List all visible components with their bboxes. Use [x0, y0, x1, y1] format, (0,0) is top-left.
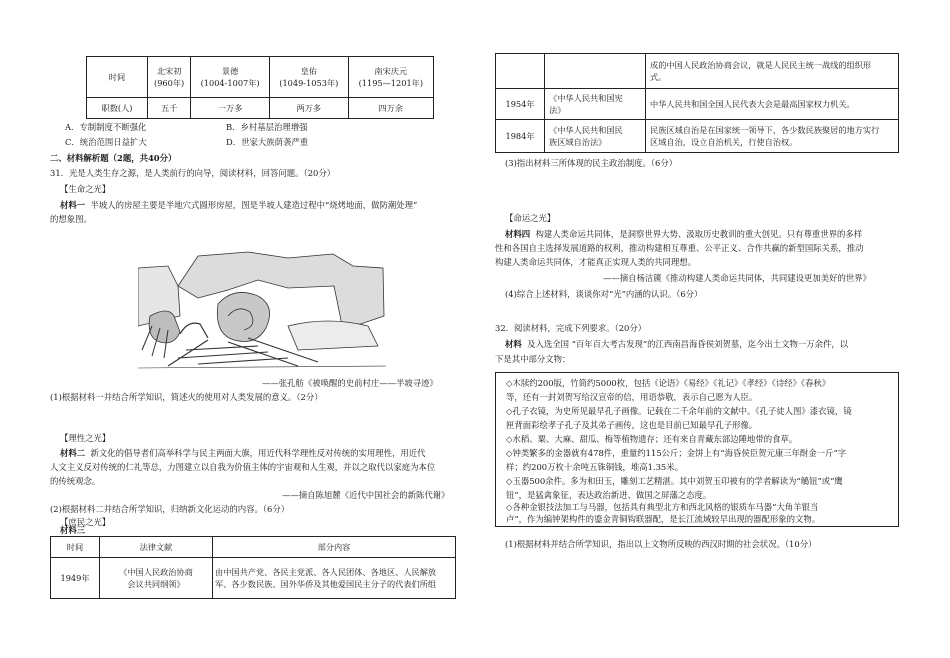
material-4-line-3: 构建人类命运共同体，才能真正实现人类的共同理想。 — [495, 257, 696, 267]
artifact-line: 匣背面彩绘孝子孔子及其弟子画传，这也是目前已知最早孔子形像。 — [506, 420, 758, 430]
material-2-line-3: 的传统观念。 — [50, 476, 101, 486]
law-table — [50, 536, 456, 599]
table-cell-doc: 《中国人民政治协商 会议共同纲领》 — [100, 558, 213, 599]
q1-text: (1)根据材料一并结合所学知识，简述火的使用对人类发展的意义。（2分） — [50, 392, 323, 402]
section-title: 二、材料解析题（2题，共40分） — [50, 153, 177, 163]
official-count-table — [86, 56, 434, 119]
artifact-line: 钮”，是猛禽象征，表达政治新进、做国之屏藩之态度。 — [506, 490, 712, 500]
material-1-line-2: 的想象图。 — [50, 214, 92, 224]
material-2-line-2: 人文主义反对传统的仁礼等总，力图建立以自我为价值主体的宇宙观和人生观，并以之取代以家庭为本位 — [50, 462, 436, 472]
q32-stem: 32．阅读材料，完成下列要求。（20分） — [495, 323, 647, 333]
material-4-line-2: 性和各国自主选择发展道路的权利，推动构建相互尊重、公平正义、合作共赢的新型国际关系，推动 — [495, 243, 864, 253]
q32-intro-1: 材料 及入选全国 “百年百大考古发现”的江西南昌海昏侯刘贺墓，迄今出土文物一万余件，以 — [505, 339, 849, 349]
artifact-line: ◇木牍约200版，竹简约5000枚，包括《论语》《易经》《礼记》《孝经》《诗经》《春秋》 — [506, 378, 831, 388]
table-col-4: 南宋庆元 (1195—1201年) — [348, 57, 433, 98]
table-cell-content: 民族区域自治是在国家统一领导下，各少数民族聚居的地方实行 区域自治，设立自治机关，行使自治权。 — [646, 120, 899, 153]
table-cell: 两万多 — [269, 98, 348, 119]
m4-source: ——摘自杨洁篪《推动构建人类命运共同体，共同建设更加美好的世界》 — [603, 273, 871, 283]
table-cell-time: 1949年 — [51, 558, 100, 599]
option-b: B．乡村基层治理增强 — [226, 122, 308, 132]
material-3-label: 材料三 — [60, 525, 86, 535]
table-col-3: 皇佑 (1049-1053年) — [269, 57, 348, 98]
table-col-2: 景德 (1004-1007年) — [191, 57, 270, 98]
material-2-line-1: 材料二 新文化的倡导者们高举科学与民主两面大旗，用近代科学理性反对传统的实用理性，用近代 — [60, 448, 426, 458]
table-cell: 一万多 — [191, 98, 270, 119]
artifact-line: ◇钟类繁多的金器就有478件，重量约115公斤；金饼上有“海昏侯臣贺元康三年酎金一斤”字 — [506, 448, 847, 458]
material-4-line-1: 材料四 构建人类命运共同体，是洞察世界大势、汲取历史教训的重大创见。只有尊重世界的多样 — [505, 229, 863, 239]
artifact-box — [495, 372, 899, 527]
people-title: 【庶民之光】 — [60, 517, 111, 527]
q32-1-text: (1)根据材料并结合所学知识，指出以上文物所反映的西汉时期的社会状况。（10分） — [505, 539, 817, 549]
law-table-continued — [495, 53, 899, 153]
material-1-line-1: 材料一 半坡人的房屋主要是半地穴式圆形房屋，图是半坡人建造过程中“烧烤地面，做防潮处理” — [60, 200, 418, 210]
artifact-line: ◇各种金银技法加工与马器，包括具有典型北方和西北风格的银质车马器“大角羊银当 — [506, 502, 819, 512]
table-header-content: 部分内容 — [213, 537, 456, 558]
table-header-time: 时间 — [51, 537, 100, 558]
m1-caption: ——张孔舫《被唤醒的史前村庄——半坡寻迹》 — [262, 378, 438, 388]
material-label: 材料一 — [60, 200, 86, 210]
table-cell: 五千 — [148, 98, 191, 119]
life-title: 【生命之光】 — [60, 184, 111, 194]
q2-text: (2)根据材料二并结合所学知识，归纳新文化运动的内容。（6分） — [50, 504, 290, 514]
fate-title: 【命运之光】 — [505, 213, 556, 223]
q3-text: (3)指出材料三所体现的民主政治制度。（6分） — [505, 158, 678, 168]
table-cell-content: 由中国共产党、各民主党派、各人民团体、各地区、人民解放 军、各少数民族、国外华侨及其他爱国民主分子的代表们所组 — [213, 558, 456, 599]
artifact-line: ◇玉器500余件。多为和田玉，雕刻工艺精湛。其中刘贺玉印被有的学者解读为“鵤钮”或“鹰 — [506, 476, 843, 486]
reason-title: 【理性之光】 — [60, 433, 111, 443]
table-col-1: 北宋初 (960年) — [148, 57, 191, 98]
banpo-sketch-image — [138, 246, 386, 374]
q32-intro-2: 下是其中部分文物： — [495, 354, 571, 364]
table-cell-time — [496, 54, 545, 89]
m2-source: ——摘自陈旭麓《近代中国社会的新陈代谢》 — [282, 490, 450, 500]
table-header-time: 时间 — [87, 57, 148, 98]
table-cell-doc — [545, 54, 646, 89]
material-label: 材料四 — [505, 229, 531, 239]
option-a: A．专制制度不断强化 — [65, 122, 147, 132]
q31-stem: 31．光是人类生存之源，是人类前行的向导，阅读材料，回答问题。（20分） — [50, 168, 336, 178]
artifact-line: ◇水稻、粟、大麻、甜瓜、梅等植物遗存；还有来自青藏东部边陲地带的食草。 — [506, 434, 798, 444]
material-label: 材料 — [505, 339, 522, 349]
table-cell-content: 中华人民共和国全国人民代表大会是最高国家权力机关。 — [646, 89, 899, 120]
table-cell: 四万余 — [348, 98, 433, 119]
table-cell-doc: 《中华人民共和国宪 法》 — [545, 89, 646, 120]
artifact-line: 样；约200万枚十余吨五铢铜钱，堆高1.35米。 — [506, 462, 684, 472]
table-cell-content: 成的中国人民政治协商会议，就是人民民主统一战线的组织形 式。 — [646, 54, 899, 89]
artifact-line: ◇孔子衣镜，为史所见最早孔子画像。记载在二千余年前的文献中。《孔子徒人图》漆衣镜，镜 — [506, 406, 852, 416]
artifact-line: 卢”，作为编钟架构件的鎏金青铜钩联器配，是长江流域较早出现的器配形象的文物。 — [506, 514, 821, 524]
table-header-doc: 法律文献 — [100, 537, 213, 558]
table-cell-time: 1984年 — [496, 120, 545, 153]
q4-text: (4)综合上述材料，谈谈你对“光”内涵的认识。（6分） — [505, 289, 703, 299]
table-header-count: 职数(人) — [87, 98, 148, 119]
option-d: D．世家大族荫袭严重 — [226, 137, 309, 147]
table-cell-doc: 《中华人民共和国民 族区域自治法》 — [545, 120, 646, 153]
material-label: 材料二 — [60, 448, 86, 458]
option-c: C．统治范围日益扩大 — [65, 137, 147, 147]
artifact-line: 等，还有一封刘贺写给汉宣帝的信，用语恭敬，表示自己愿为人臣。 — [506, 392, 758, 402]
table-cell-time: 1954年 — [496, 89, 545, 120]
